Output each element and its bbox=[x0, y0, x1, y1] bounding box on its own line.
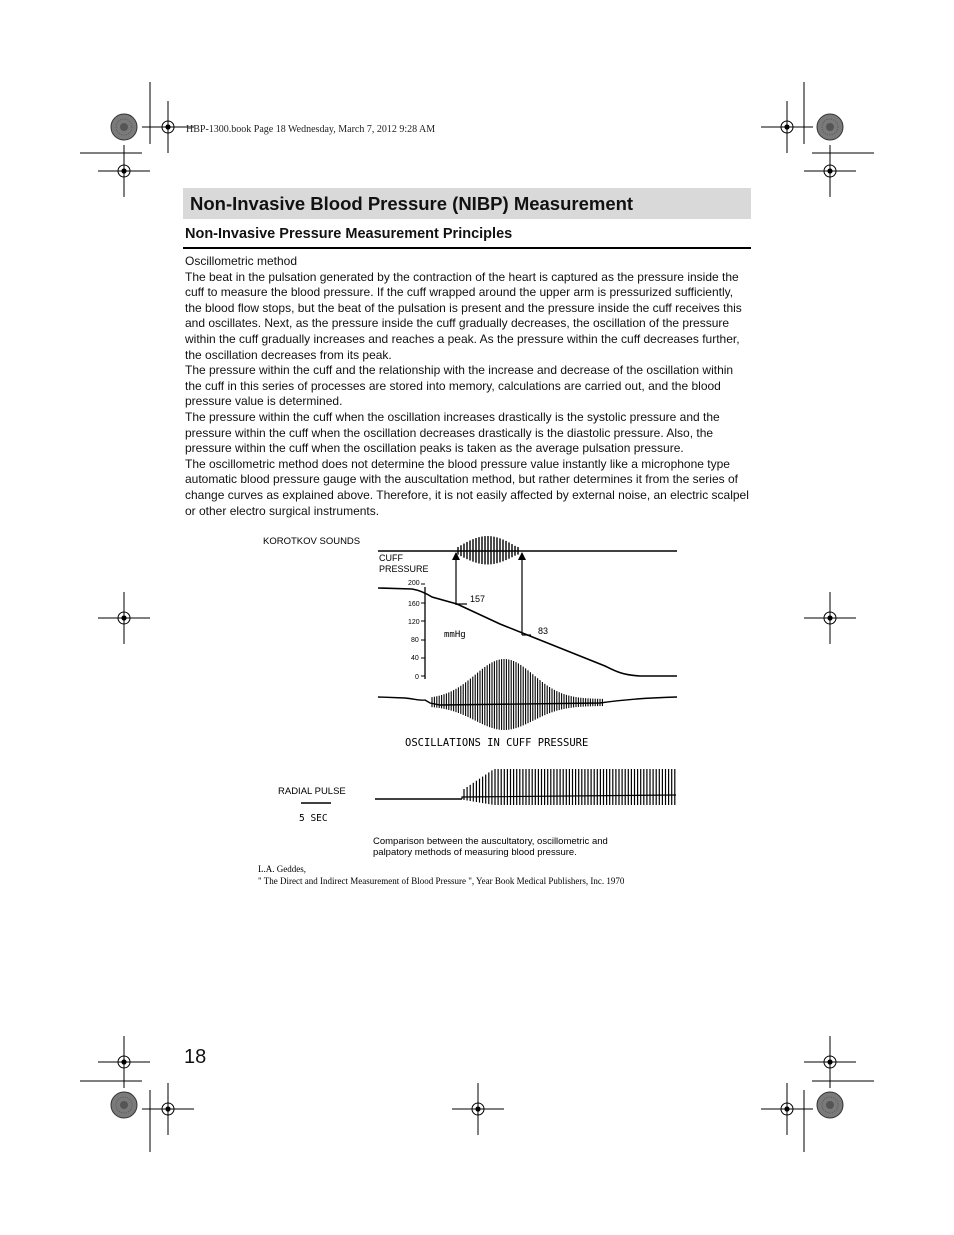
radial-pulse-waveform bbox=[462, 769, 676, 805]
body-heading: Oscillometric method bbox=[185, 254, 298, 268]
citation: L.A. Geddes, bbox=[258, 864, 306, 874]
print-header: HBP-1300.book Page 18 Wednesday, March 7, 2012 9:28 AM bbox=[186, 124, 436, 135]
page-number: 18 bbox=[184, 1046, 207, 1068]
axis-ticks bbox=[408, 580, 425, 681]
cuff-pressure-curve bbox=[378, 588, 677, 676]
axis-tick-label: 0 bbox=[415, 674, 419, 681]
arrow-up-icon bbox=[518, 552, 526, 560]
figure-caption: Comparison between the auscultatory, oscillometric and bbox=[373, 836, 608, 847]
axis-tick-label: 40 bbox=[411, 655, 419, 662]
time-scale-label: 5 SEC bbox=[299, 813, 328, 824]
diastolic-value: 83 bbox=[538, 626, 549, 636]
cuff-label: CUFF bbox=[379, 553, 403, 563]
axis-tick-label: 120 bbox=[408, 619, 420, 626]
oscillations-label: OSCILLATIONS IN CUFF PRESSURE bbox=[405, 737, 589, 749]
figure-caption: palpatory methods of measuring blood pressure. bbox=[373, 847, 577, 858]
axis-tick-label: 200 bbox=[408, 580, 420, 587]
korotkov-sound-bursts bbox=[458, 536, 518, 564]
axis-tick-label: 160 bbox=[408, 601, 420, 608]
paragraph: The oscillometric method does not determine the blood pressure value instantly like a microphone type automatic blood pressure gauge with the auscultation method, but rather determines it from the series of change curves as explained above. Therefore, it is not easily affected by external noise, an electric scalpel or other electro surgical instruments. bbox=[185, 456, 749, 518]
paragraph: The pressure within the cuff and the relationship with the increase and decrease of the oscillation within the cuff in this series of processes are stored into memory, calculations are carried out, and the blood pressure value is determined. bbox=[185, 363, 734, 409]
subsection-title: Non-Invasive Pressure Measurement Principles bbox=[185, 226, 513, 242]
axis-tick-label: 80 bbox=[411, 637, 419, 644]
citation: " The Direct and Indirect Measurement of Blood Pressure ", Year Book Medical Publishers, Inc. 1970 bbox=[258, 876, 625, 886]
paragraph: The beat in the pulsation generated by the contraction of the heart is captured as the pressure inside the cuff to measure the blood pressure. If the cuff wrapped around the upper arm is pressurized sufficiently, the blood flow stops, but the beat of the pulsation is present and the pressure inside the cuff receives this and oscillates. Next, as the pressure inside the cuff gradually decreases, the oscillation of the pressure within the cuff gradually increases and reaches a peak. As the pressure within the cuff decreases further, the oscillation decreases from its peak. bbox=[185, 269, 742, 362]
unit-label: mmHg bbox=[444, 630, 466, 640]
arrow-up-icon bbox=[452, 552, 460, 560]
cuff-label: PRESSURE bbox=[379, 564, 429, 574]
oscillation-waveform bbox=[378, 659, 677, 730]
radial-pulse-label: RADIAL PULSE bbox=[278, 786, 346, 797]
paragraph: The pressure within the cuff when the oscillation increases drastically is the systolic pressure and the pressure within the cuff when the oscillation decreases drastically is the diastolic pressure. Also, the pressure within the cuff when the oscillation peaks is taken as the average pulsation pressure. bbox=[185, 409, 720, 456]
systolic-value: 157 bbox=[470, 594, 486, 604]
section-title: Non-Invasive Blood Pressure (NIBP) Measurement bbox=[190, 193, 634, 214]
korotkov-label: KOROTKOV SOUNDS bbox=[263, 536, 361, 547]
